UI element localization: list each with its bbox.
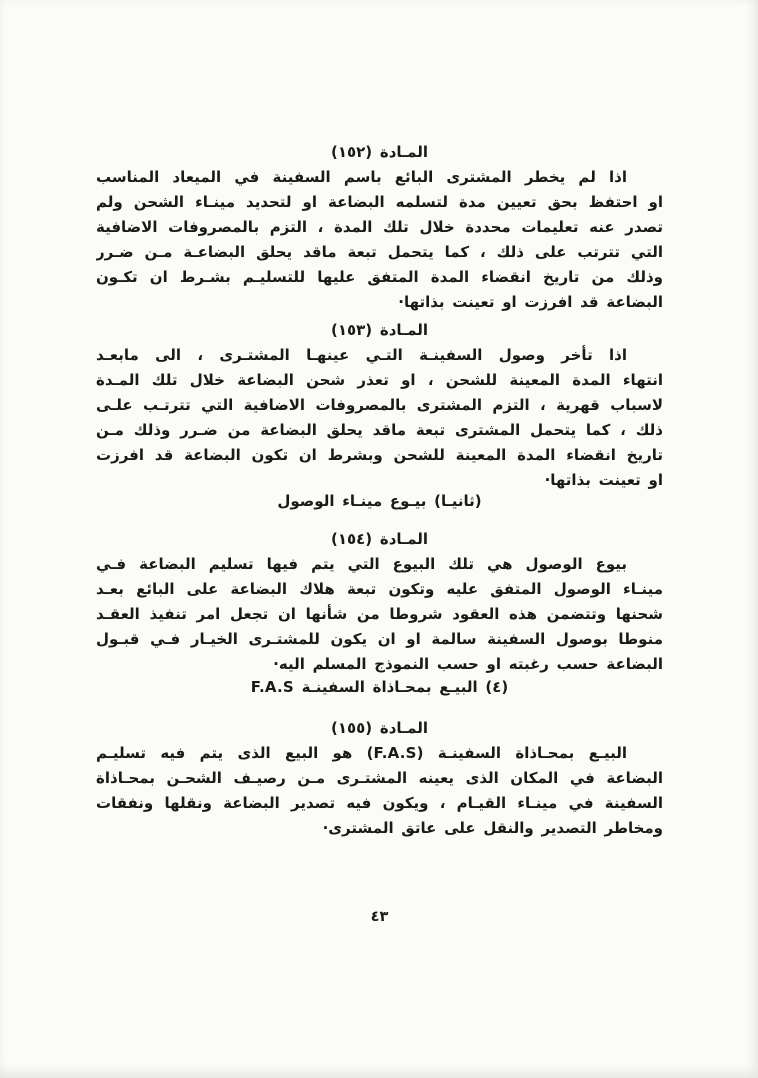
text-line: ومخاطر التصدير والنقل على عاتق المشترى· bbox=[322, 819, 663, 837]
text-line: تاريخ انقضاء المدة المعينة للشحن وبشرط ان تكون البضاعة قد افرزت bbox=[96, 446, 663, 464]
article-155-heading: المـادة (١٥٥) bbox=[330, 719, 429, 737]
text-line: البضاعة حسب رغبته او حسب النموذج المسلم اليه· bbox=[273, 655, 663, 673]
article-154-heading: المـادة (١٥٤) bbox=[330, 530, 429, 548]
article-154-body bbox=[96, 552, 663, 677]
text-line: انتهاء المدة المعينة للشحن ، او تعذر شحن البضاعة خلال تلك المـدة bbox=[96, 371, 663, 389]
text-line: شحنها وتتضمن هذه العقود شروطا من شأنها ان تجعل امر تنفيذ العقـد bbox=[96, 605, 663, 623]
text-line: البيـع بمحـاذاة السفينـة (F.A.S) هو البيع الذى يتم فيه تسليـم bbox=[96, 744, 627, 762]
text-line: ذلك ، كما يتحمل المشترى تبعة ماقد يحلق البضاعة من ضـرر وذلك مـن bbox=[96, 421, 663, 439]
text-line: اذا لم يخطر المشترى البائع باسم السفينة في الميعاد المناسب bbox=[96, 168, 627, 186]
article-152-body bbox=[96, 165, 663, 315]
section-heading-arrival-sales: (ثانيـا) بيـوع مينـاء الوصول bbox=[277, 492, 482, 510]
text-line: السفينة في مينـاء القيـام ، ويكون فيه تصدير البضاعة ونقلها ونفقات bbox=[96, 794, 663, 812]
text-line: تصدر عنه تعليمات محددة خلال تلك المدة ، التزم بالمصروفات الاضافية bbox=[96, 218, 663, 236]
text-line: البضاعة في المكان الذى يعينه المشتـرى مـن رصيـف الشحـن بمحـاذاة bbox=[96, 769, 663, 787]
text-line: مينـاء الوصول المتفق عليه وتكون تبعة هلاك البضاعة على البائع بعـد bbox=[96, 580, 663, 598]
section-heading-fas-sale: (٤) البيـع بمحـاذاة السفينـة F.A.S bbox=[250, 678, 509, 696]
text-line: البضاعة قد افرزت او تعينت بذاتها· bbox=[398, 293, 663, 311]
text-line: او احتفظ بحق تعيين مدة لتسلمه البضاعة او لتحديد مينـاء الشحن ولم bbox=[96, 193, 663, 211]
page-number: ٤٣ bbox=[370, 909, 389, 925]
article-153-body bbox=[96, 343, 663, 493]
text-line: او تعينت بذاتها· bbox=[544, 471, 663, 489]
text-line: لاسباب قهرية ، التزم المشترى بالمصروفات الاضافية التي تترتـب علـى bbox=[96, 396, 663, 414]
article-153-heading: المـادة (١٥٣) bbox=[330, 321, 429, 339]
page-content bbox=[96, 0, 663, 927]
text-line: التي تترتب على ذلك ، كما يتحمل تبعة ماقد يحلق البضاعـة مـن ضـرر bbox=[96, 243, 663, 261]
text-line: اذا تأخر وصول السفينـة التـي عينهـا المشتـرى ، الى مابعـد bbox=[96, 346, 627, 364]
text-line: منوطا بوصول السفينة سالمة او ان يكون للمشتـرى الخيـار فـي قبـول bbox=[96, 630, 663, 648]
article-152-heading: المـادة (١٥٢) bbox=[330, 143, 429, 161]
text-line: وذلك من تاريخ انقضاء المدة المتفق عليها للتسليـم بشـرط ان تكـون bbox=[96, 268, 663, 286]
article-155-body bbox=[96, 741, 663, 841]
text-line: بيوع الوصول هي تلك البيوع التي يتم فيها تسليم البضاعة فـي bbox=[96, 555, 627, 573]
